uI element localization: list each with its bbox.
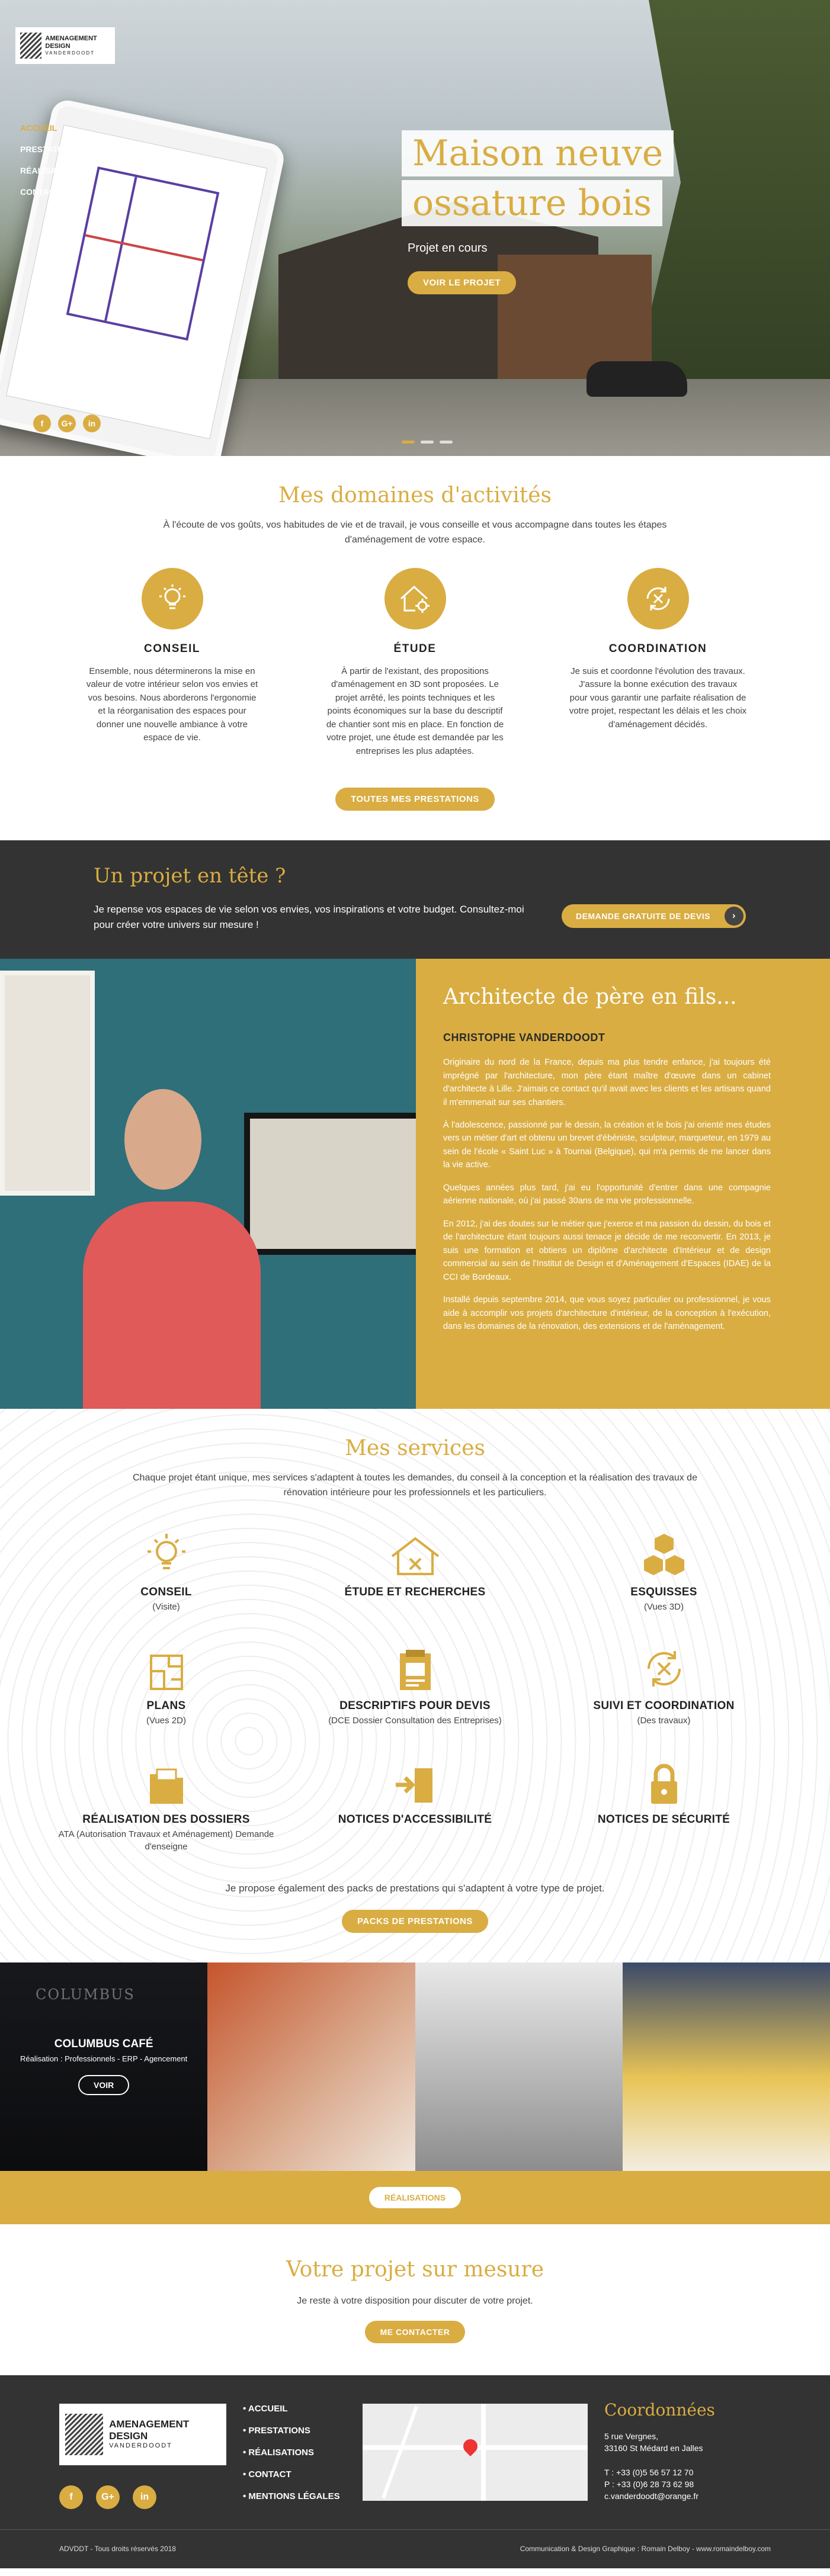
services-intro: Chaque projet étant unique, mes services s'adaptent à toutes les demandes, du conseil à la conception et la réalisation des travaux de rénovation intérieure pour les professionnels et les particuliers. bbox=[133, 1473, 697, 1498]
cycle-tools-icon bbox=[540, 1637, 789, 1691]
architect-bio bbox=[416, 959, 830, 1409]
footer-logo[interactable] bbox=[59, 2404, 226, 2465]
hero-subtitle: Projet en cours bbox=[408, 242, 488, 255]
architect-photo bbox=[0, 959, 416, 1409]
bio-paragraph: Originaire du nord de la France, depuis ma plus tendre enfance, j'ai toujours été imprégné par l'architecture, mon père étant maître d'œuvre dans un cabinet d'architecte à Lille. J'aimais ce contact qu'il avait avec les clients et les artisans quand il m'emmenait sur ses chantiers. bbox=[443, 1058, 771, 1107]
coord-title: Coordonnées bbox=[604, 2400, 715, 2420]
service-item bbox=[42, 1750, 291, 1853]
service-title: NOTICES D'ACCESSIBILITÉ bbox=[338, 1813, 492, 1826]
door-exit-icon bbox=[291, 1750, 540, 1805]
hero-social-links bbox=[33, 415, 101, 432]
location-map[interactable] bbox=[363, 2404, 588, 2501]
coord-address bbox=[604, 2430, 715, 2503]
services-section bbox=[0, 1409, 830, 1962]
all-services-button[interactable]: TOUTES MES PRESTATIONS bbox=[335, 788, 495, 811]
hero-title-line1: Maison neuve bbox=[402, 130, 674, 176]
house-tools-icon bbox=[291, 1523, 540, 1578]
architect-portrait bbox=[83, 1089, 261, 1409]
free-quote-label: DEMANDE GRATUITE DE DEVIS bbox=[576, 911, 710, 921]
hero-car bbox=[587, 361, 687, 397]
free-quote-button[interactable] bbox=[562, 904, 746, 928]
gallery-item-kids-room[interactable] bbox=[623, 1962, 830, 2171]
site-logo[interactable] bbox=[15, 27, 115, 64]
floorplan-icon bbox=[42, 1637, 291, 1691]
architect-name: CHRISTOPHE VANDERDOODT bbox=[443, 1032, 605, 1044]
service-title: SUIVI ET COORDINATION bbox=[593, 1699, 735, 1712]
slider-dot[interactable] bbox=[402, 441, 415, 444]
service-title: DESCRIPTIFS POUR DEVIS bbox=[339, 1699, 491, 1712]
project-cta-title: Un projet en tête ? bbox=[94, 864, 286, 888]
service-sub: (Des travaux) bbox=[637, 1715, 691, 1726]
domaine-title: COORDINATION bbox=[608, 642, 707, 655]
service-item bbox=[540, 1750, 789, 1853]
footer-coordinates bbox=[604, 2400, 715, 2503]
logo-sub: VANDERDOODT bbox=[45, 50, 95, 56]
domaines-intro: À l'écoute de vos goûts, vos habitudes de vie et de travail, je vous conseille et vous accompagne dans toutes les étapes d'aménagement de votre espace. bbox=[163, 520, 667, 545]
logo-name: AMENAGEMENT DESIGN bbox=[109, 2418, 190, 2442]
service-title: ESQUISSES bbox=[630, 1585, 697, 1598]
folder-icon bbox=[42, 1750, 291, 1805]
custom-project-text: Je reste à votre disposition pour discuter de votre projet. bbox=[297, 2295, 533, 2306]
lock-icon bbox=[540, 1750, 789, 1805]
domaine-text: Ensemble, nous déterminerons la mise en valeur de votre intérieur selon vos envies et vos besoins. Nous aborderons l'ergonomie et la réorganisation des espaces pour donner une nouvelle ambiance à votre espace de vie. bbox=[86, 666, 258, 743]
hero-title-line2: ossature bois bbox=[402, 180, 662, 226]
hero-title bbox=[402, 130, 674, 230]
bio-paragraph: Quelques années plus tard, j'ai eu l'opportunité d'entrer dans une compagnie aérienne nationale, où j'ai passé 30ans de ma vie professionnelle. bbox=[443, 1183, 771, 1206]
linkedin-icon[interactable]: in bbox=[133, 2485, 156, 2509]
service-item bbox=[291, 1523, 540, 1613]
document-icon bbox=[291, 1637, 540, 1691]
linkedin-icon[interactable]: in bbox=[83, 415, 101, 432]
services-grid bbox=[0, 1523, 830, 1853]
services-extra: Je propose également des packs de prestations qui s'adaptent à votre type de projet. bbox=[225, 1882, 605, 1894]
columbus-sign: COLUMBUS bbox=[36, 1986, 135, 2003]
custom-project-section bbox=[0, 2224, 830, 2375]
realisations-band bbox=[0, 2171, 830, 2224]
slider-dot[interactable] bbox=[440, 441, 453, 444]
domaine-text: Je suis et coordonne l'évolution des travaux. J'assure la bonne exécution des travaux pour vous garantir une parfaite réalisation de votre projet, respectant les délais et les choix d'aménagement décidés. bbox=[569, 666, 747, 730]
footer-nav-prestations[interactable]: • PRESTATIONS bbox=[243, 2425, 310, 2436]
logo-text bbox=[45, 35, 110, 56]
domaine-etude bbox=[326, 568, 504, 759]
architect-section bbox=[0, 959, 830, 1409]
project-cta-text: Je repense vos espaces de vie selon vos envies, vos inspirations et votre budget. Consultez-moi pour créer votre univers sur mesure ! bbox=[94, 904, 524, 930]
service-sub: (Vues 2D) bbox=[146, 1715, 186, 1726]
architect-title: Architecte de père en fils... bbox=[443, 985, 737, 1010]
gallery-overlay bbox=[0, 1962, 207, 2171]
credit-link[interactable]: Communication & Design Graphique : Romain Delboy - www.romaindelboy.com bbox=[520, 2545, 771, 2553]
contact-button[interactable]: ME CONTACTER bbox=[365, 2321, 466, 2343]
service-item bbox=[291, 1750, 540, 1853]
logo-sub: VANDERDOODT bbox=[109, 2442, 172, 2450]
domaines-section bbox=[0, 456, 830, 840]
google-plus-icon[interactable]: G+ bbox=[96, 2485, 120, 2509]
service-item bbox=[42, 1523, 291, 1613]
domaines-title: Mes domaines d'activités bbox=[278, 483, 552, 508]
lightbulb-icon bbox=[142, 568, 203, 629]
service-item bbox=[540, 1637, 789, 1727]
service-sub: (Visite) bbox=[152, 1601, 180, 1612]
service-item bbox=[291, 1637, 540, 1727]
service-item bbox=[540, 1523, 789, 1613]
map-road bbox=[382, 2406, 418, 2498]
gallery-item-bedroom[interactable] bbox=[415, 1962, 623, 2171]
footer bbox=[0, 2375, 830, 2529]
wall-frame-tower bbox=[0, 971, 95, 1196]
portrait-head bbox=[124, 1089, 201, 1190]
footer-bottom-bar bbox=[0, 2529, 830, 2568]
footer-social-links bbox=[59, 2485, 156, 2509]
gallery-item-title: COLUMBUS CAFÉ bbox=[54, 2038, 153, 2051]
gallery-item-reception[interactable] bbox=[207, 1962, 415, 2171]
bio-paragraph: En 2012, j'ai des doutes sur le métier que j'exerce et ma passion du dessin, du bois et de l'architecture étant toujours aussi tenace je décide de me reconvertir. En 2013, je suis une formation et obtiens un diplôme d'architecte d'Intérieur et de design commercial au sein de l'Institut de Design et d'Aménagement d'Espaces (IDAE) de la CCI de Bordeaux. bbox=[443, 1219, 771, 1282]
service-title: ÉTUDE ET RECHERCHES bbox=[344, 1585, 486, 1598]
service-title: NOTICES DE SÉCURITÉ bbox=[597, 1813, 730, 1826]
chevron-right-icon: › bbox=[725, 907, 744, 926]
domaine-coordination bbox=[569, 568, 747, 759]
wall-frame-drawing bbox=[244, 1113, 416, 1255]
footer-nav-mentions[interactable]: • MENTIONS LÉGALES bbox=[243, 2491, 340, 2501]
domaine-text: À partir de l'existant, des propositions d'aménagement en 3D sont proposées. Le projet arrêté, les points techniques et les points économiques sur la base du descriptif de chantier sont mis en place. En fonction de votre projet, une étude est demandée par les entreprises les plus adaptées. bbox=[326, 666, 504, 756]
packs-button[interactable]: PACKS DE PRESTATIONS bbox=[342, 1910, 488, 1933]
logo-mark-icon bbox=[20, 33, 41, 59]
gallery-item-columbus[interactable] bbox=[0, 1962, 207, 2171]
portrait-body bbox=[83, 1202, 261, 1409]
domaine-title: ÉTUDE bbox=[393, 642, 437, 655]
logo-name: AMENAGEMENT DESIGN bbox=[45, 35, 97, 50]
logo-mark-icon bbox=[65, 2414, 103, 2455]
project-cta-band bbox=[0, 840, 830, 959]
email-link[interactable]: c.vanderdoodt@orange.fr bbox=[604, 2491, 698, 2501]
services-title: Mes services bbox=[345, 1436, 485, 1461]
view-button[interactable]: VOIR bbox=[78, 2075, 129, 2095]
realisations-button[interactable]: RÉALISATIONS bbox=[369, 2187, 461, 2208]
map-road bbox=[481, 2404, 486, 2501]
facebook-icon[interactable]: f bbox=[33, 415, 51, 432]
main-nav bbox=[20, 123, 81, 208]
bio-paragraph: Installé depuis septembre 2014, que vous soyez particulier ou professionnel, je vous aide à accomplir vos projets d'architecture d'intérieur, de la conception à l'exécution, dans les domaines de la rénovation, des extensions et de l'aménagement. bbox=[443, 1295, 771, 1332]
slider-dots bbox=[402, 441, 453, 444]
nav-item-realisations[interactable]: RÉALISATIONS bbox=[20, 166, 82, 175]
cycle-tools-icon bbox=[627, 568, 689, 629]
google-plus-icon[interactable]: G+ bbox=[58, 415, 76, 432]
footer-nav-contact[interactable]: • CONTACT bbox=[243, 2469, 291, 2479]
slider-dot[interactable] bbox=[421, 441, 434, 444]
phone-fixed: T : +33 (0)5 56 57 12 70 bbox=[604, 2467, 694, 2477]
house-gear-icon bbox=[384, 568, 446, 629]
hero-slider bbox=[0, 0, 830, 456]
realisations-gallery bbox=[0, 1962, 830, 2171]
domaines-list bbox=[0, 568, 830, 759]
domaine-title: CONSEIL bbox=[144, 642, 200, 655]
map-pin-icon bbox=[460, 2436, 480, 2456]
facebook-icon[interactable]: f bbox=[59, 2485, 83, 2509]
floorplan-drawing bbox=[66, 166, 220, 341]
nav-item-contact[interactable]: CONTACT bbox=[20, 187, 60, 197]
gallery-item-sub: Réalisation : Professionnels - ERP - Agencement bbox=[20, 2054, 188, 2064]
service-sub: (DCE Dossier Consultation des Entreprises) bbox=[328, 1715, 502, 1726]
service-title: PLANS bbox=[146, 1699, 186, 1712]
copyright-text: ADVDDT - Tous droits réservés 2018 bbox=[59, 2545, 176, 2553]
custom-project-title: Votre projet sur mesure bbox=[286, 2257, 544, 2282]
lightbulb-icon bbox=[42, 1523, 291, 1578]
service-title: CONSEIL bbox=[140, 1585, 192, 1598]
footer-nav bbox=[243, 2404, 340, 2513]
domaine-conseil bbox=[84, 568, 261, 759]
hero-house-annex bbox=[498, 255, 652, 379]
view-project-button[interactable]: VOIR LE PROJET bbox=[408, 271, 516, 294]
cubes-icon bbox=[540, 1523, 789, 1578]
service-title: RÉALISATION DES DOSSIERS bbox=[82, 1813, 250, 1826]
footer-nav-accueil[interactable]: • ACCUEIL bbox=[243, 2403, 288, 2414]
service-sub: (Vues 3D) bbox=[644, 1601, 684, 1612]
nav-item-prestations[interactable]: PRESTATIONS bbox=[20, 144, 78, 154]
nav-item-accueil[interactable]: ACCUEIL bbox=[20, 123, 57, 133]
address-line2: 33160 St Médard en Jalles bbox=[604, 2443, 703, 2453]
logo-text bbox=[109, 2418, 220, 2450]
address-line1: 5 rue Vergnes, bbox=[604, 2431, 659, 2441]
phone-mobile: P : +33 (0)6 28 73 62 98 bbox=[604, 2479, 694, 2489]
bio-paragraph: À l'adolescence, passionné par le dessin, la création et le bois j'ai orienté mes études vers un métier d'art et obtenu un brevet d'ébéniste, sculpteur, marqueteur, en 1979 au sein de l'école « Saint Luc » à Tournai (Belgique), qui m'a permis de me lancer dans la vie active. bbox=[443, 1120, 771, 1170]
footer-nav-realisations[interactable]: • RÉALISATIONS bbox=[243, 2447, 314, 2458]
service-item bbox=[42, 1637, 291, 1727]
service-sub: ATA (Autorisation Travaux et Aménagement) Demande d'enseigne bbox=[58, 1829, 274, 1852]
